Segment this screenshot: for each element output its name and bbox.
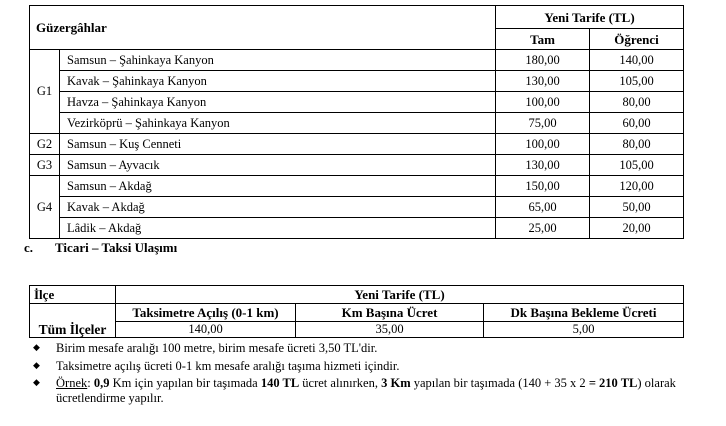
note-text: Taksimetre açılış ücreti 0-1 km mesafe aralığı taşıma hizmeti içindir. — [56, 358, 400, 373]
value-per-km: 35,00 — [296, 322, 484, 338]
table-row — [30, 92, 684, 113]
section-heading — [24, 240, 177, 256]
full-fare: 100,00 — [496, 134, 590, 155]
full-fare: 130,00 — [496, 155, 590, 176]
student-fare: 120,00 — [590, 176, 684, 197]
example-part-5: ) olarak ücretlendirme yapılır. — [56, 376, 676, 405]
student-fare: 105,00 — [590, 71, 684, 92]
district-value: Tüm İlçeler — [30, 304, 116, 338]
header-tariff: Yeni Tarife (TL) — [496, 6, 684, 29]
route-name: Vezirköprü – Şahinkaya Kanyon — [60, 113, 496, 134]
student-fare: 20,00 — [590, 218, 684, 239]
section-marker: c. — [24, 240, 34, 255]
group-code: G3 — [30, 155, 60, 176]
table-header-row — [30, 286, 684, 304]
diamond-bullet-icon: ◆ — [33, 378, 40, 388]
table-row — [30, 218, 684, 239]
header-tariff: Yeni Tarife (TL) — [116, 286, 684, 304]
list-item-example — [32, 376, 687, 406]
group-code: G2 — [30, 134, 60, 155]
student-fare: 140,00 — [590, 50, 684, 71]
value-per-minute-wait: 5,00 — [484, 322, 684, 338]
example-bold-1: 0,9 — [93, 376, 110, 390]
full-fare: 75,00 — [496, 113, 590, 134]
table-row — [30, 50, 684, 71]
student-fare: 105,00 — [590, 155, 684, 176]
student-fare: 80,00 — [590, 134, 684, 155]
route-name: Lâdik – Akdağ — [60, 218, 496, 239]
example-note-text — [56, 376, 687, 406]
header-student-fare: Öğrenci — [590, 29, 684, 50]
table-row — [30, 113, 684, 134]
route-name: Samsun – Şahinkaya Kanyon — [60, 50, 496, 71]
value-meter-opening: 140,00 — [116, 322, 296, 338]
full-fare: 25,00 — [496, 218, 590, 239]
route-name: Havza – Şahinkaya Kanyon — [60, 92, 496, 113]
section-title: Ticari – Taksi Ulaşımı — [55, 240, 178, 255]
example-bold-3: 3 Km — [381, 376, 411, 390]
diamond-bullet-icon: ◆ — [33, 360, 40, 371]
example-part-3: ücret alınırken, — [299, 376, 382, 390]
table-row — [30, 155, 684, 176]
group-code: G4 — [30, 176, 60, 239]
note-text: Birim mesafe aralığı 100 metre, birim mesafe ücreti 3,50 TL'dir. — [56, 341, 378, 355]
student-fare: 80,00 — [590, 92, 684, 113]
example-bold-2: 140 TL — [260, 376, 300, 390]
table-row — [30, 71, 684, 92]
example-part-1: : — [87, 376, 94, 390]
example-label: Örnek — [56, 376, 88, 390]
header-district: İlçe — [30, 286, 116, 304]
table-row — [30, 322, 684, 338]
group-code: G1 — [30, 50, 60, 134]
student-fare: 60,00 — [590, 113, 684, 134]
table-row — [30, 197, 684, 218]
full-fare: 130,00 — [496, 71, 590, 92]
full-fare: 150,00 — [496, 176, 590, 197]
route-name: Kavak – Şahinkaya Kanyon — [60, 71, 496, 92]
taxi-fare-table — [29, 285, 684, 338]
example-part-4: yapılan bir taşımada (140 + 35 x 2 — [410, 376, 589, 390]
table-row — [30, 134, 684, 155]
routes-fare-table — [29, 5, 684, 239]
list-item — [32, 359, 687, 374]
example-part-2: Km için yapılan bir taşımada — [109, 376, 261, 390]
student-fare: 50,00 — [590, 197, 684, 218]
route-name: Samsun – Akdağ — [60, 176, 496, 197]
list-item — [32, 341, 687, 356]
route-name: Kavak – Akdağ — [60, 197, 496, 218]
header-full-fare: Tam — [496, 29, 590, 50]
full-fare: 100,00 — [496, 92, 590, 113]
table-subheader-row — [30, 304, 684, 322]
table-row — [30, 176, 684, 197]
full-fare: 180,00 — [496, 50, 590, 71]
full-fare: 65,00 — [496, 197, 590, 218]
notes-list — [32, 341, 687, 409]
route-name: Samsun – Ayvacık — [60, 155, 496, 176]
example-bold-4: = 210 TL — [588, 376, 638, 390]
header-per-km: Km Başına Ücret — [296, 304, 484, 322]
header-meter-opening: Taksimetre Açılış (0-1 km) — [116, 304, 296, 322]
table-header-row — [30, 6, 684, 29]
route-name: Samsun – Kuş Cenneti — [60, 134, 496, 155]
diamond-bullet-icon: ◆ — [33, 343, 40, 353]
header-per-minute-wait: Dk Başına Bekleme Ücreti — [484, 304, 684, 322]
header-routes: Güzergâhlar — [30, 6, 496, 50]
